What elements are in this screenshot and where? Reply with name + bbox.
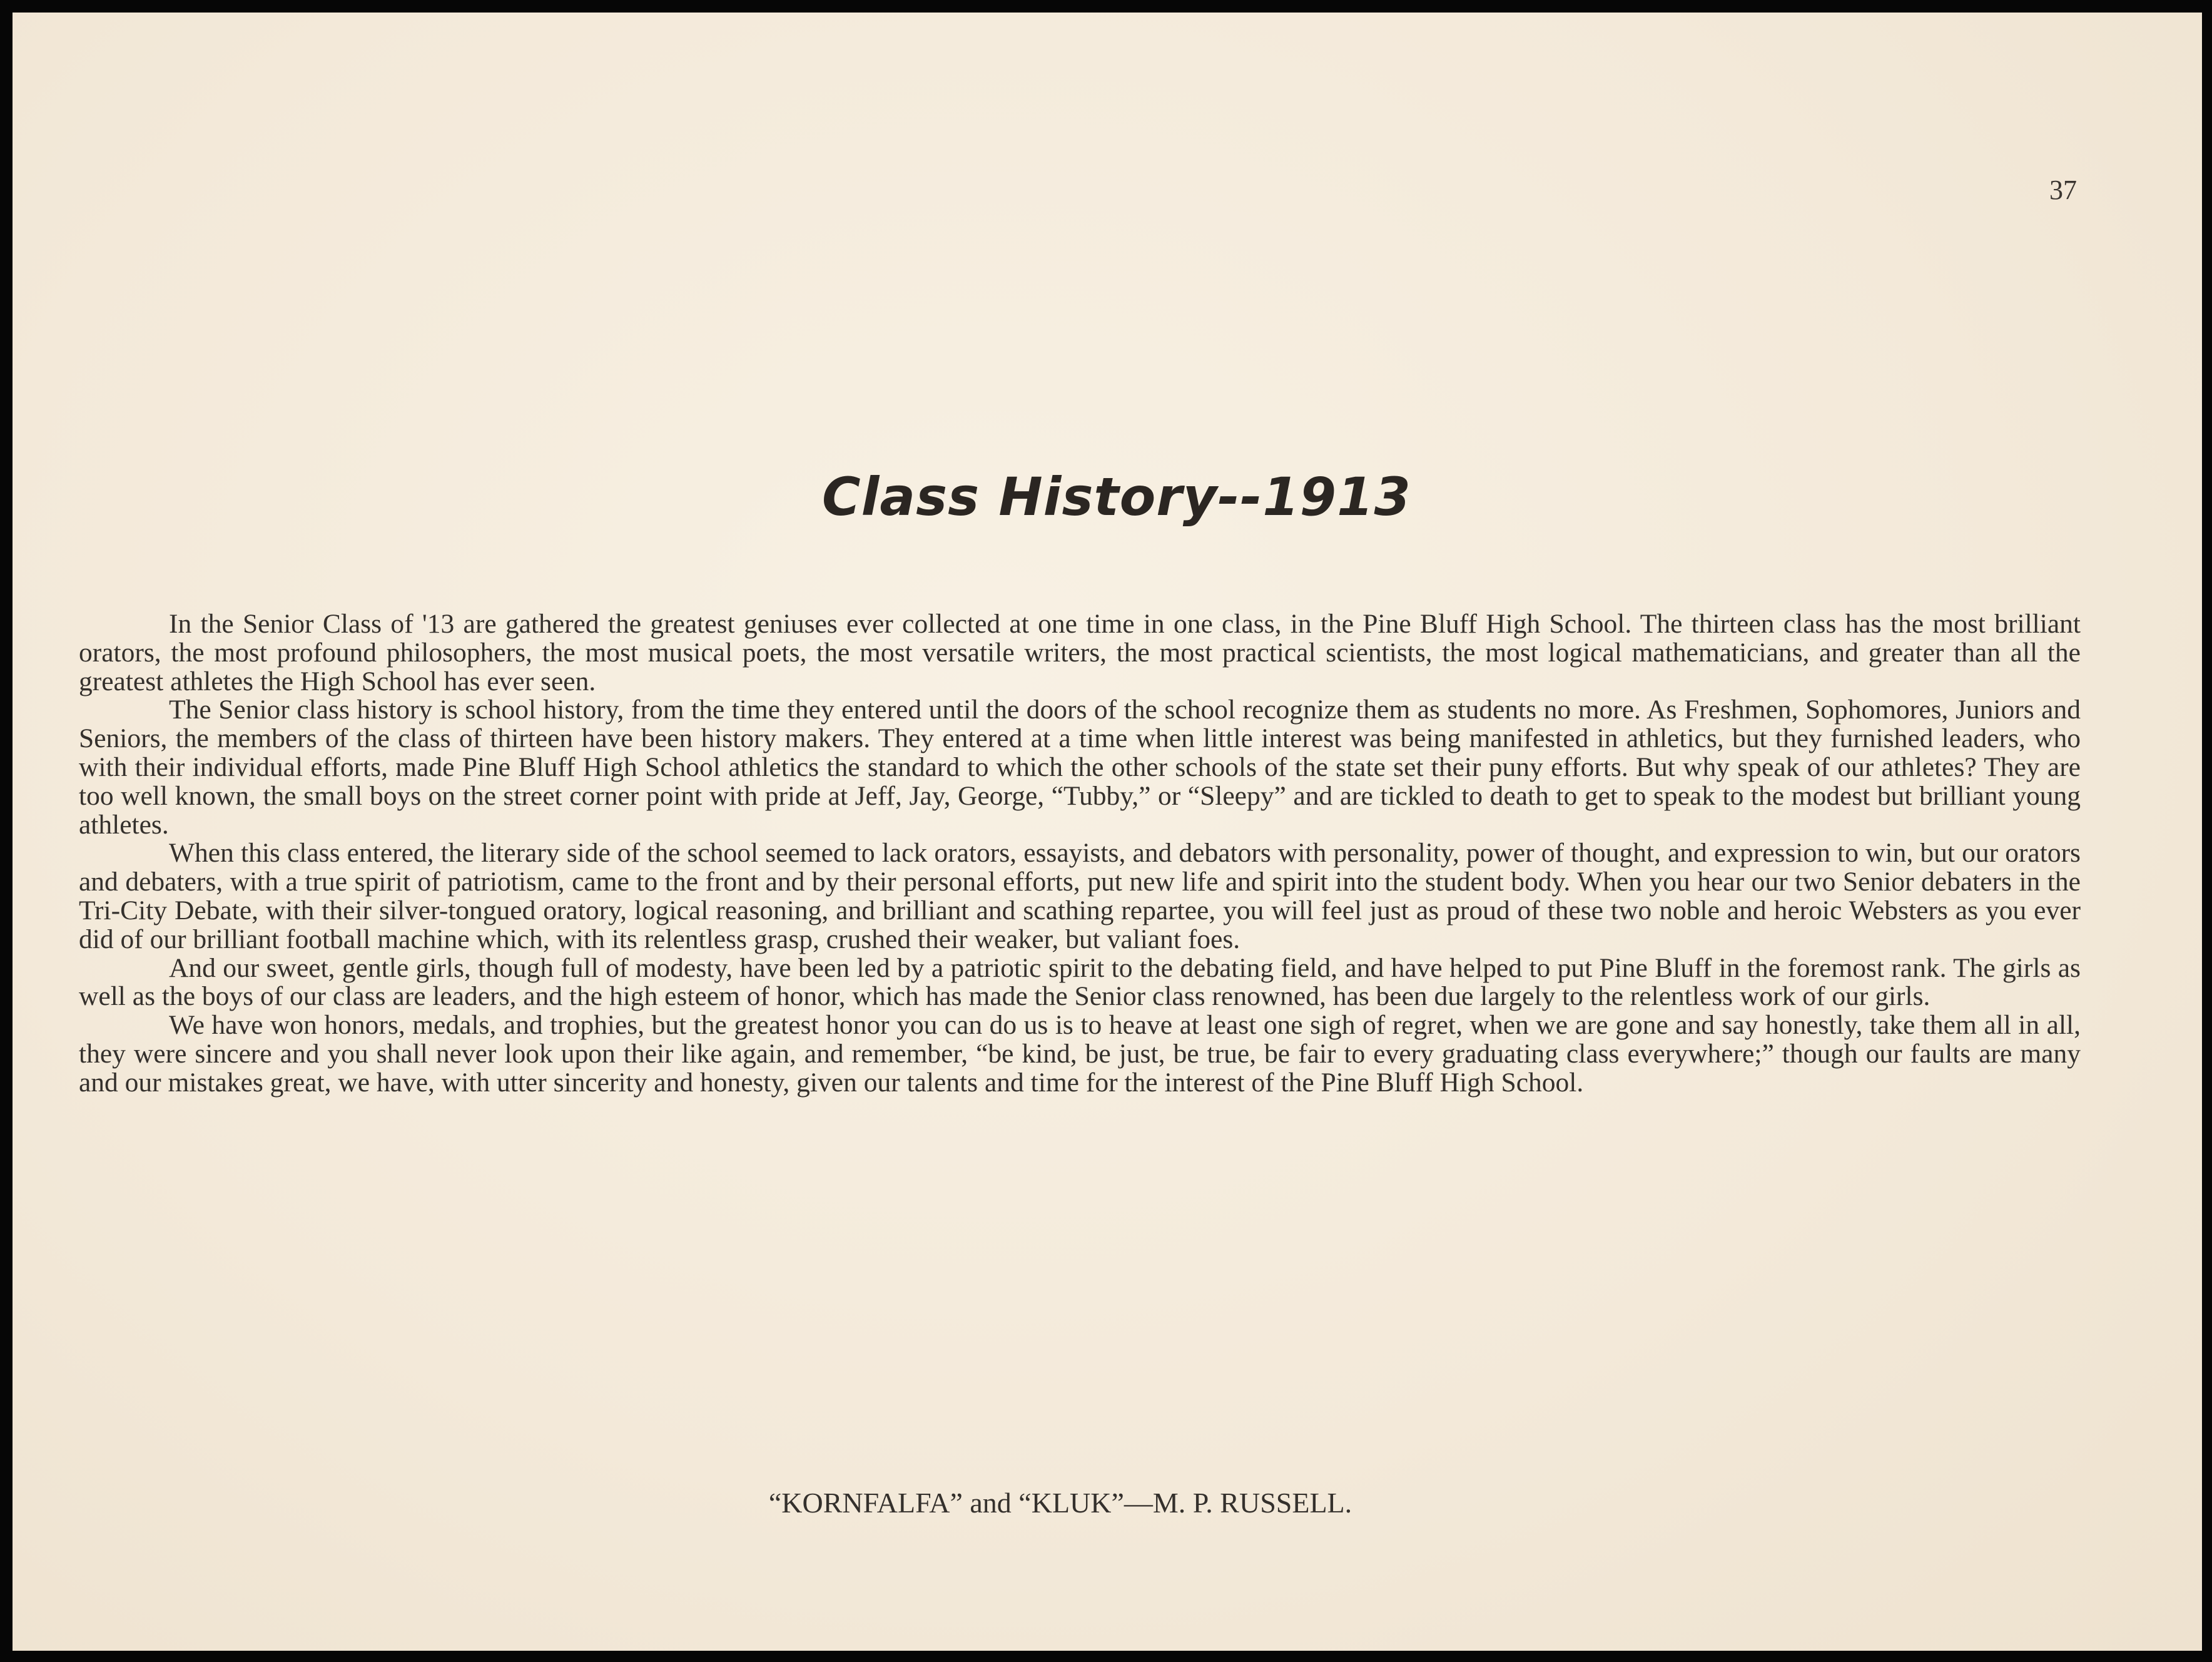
class-history-body	[79, 610, 2081, 1098]
paragraph: In the Senior Class of '13 are gathered the greatest geniuses ever collected at one time in one class, in the Pine Bluff High School. The thirteen class has the most brilliant orators, the most profound philosophers, the most musical poets, the most versatile writers, the most practical scientists, the most logical mathematicians, and greater than all the greatest athletes the High School has ever seen.	[79, 609, 2081, 696]
page-title	[13, 466, 2202, 528]
author-signature	[13, 1486, 2202, 1519]
paragraph: We have won honors, medals, and trophies, but the greatest honor you can do us is to heave at least one sigh of regret, when we are gone and say honestly, take them all in all, they were sincere and you shall never look upon their like again, and remember, “be kind, be just, be true, be fair to every graduating class everywhere;” though our faults are many and our mistakes great, we have, with utter sincerity and honesty, given our talents and time for the interest of the Pine Bluff High School.	[79, 1010, 2081, 1098]
paragraph: The Senior class history is school history, from the time they entered until the doors of the school recognize them as students no more. As Freshmen, Sophomores, Juniors and Seniors, the members of the class of thirteen have been history makers. They entered at a time when little interest was being manifested in athletics, but they furnished leaders, who with their individual efforts, made Pine Bluff High School athletics the standard to which the other schools of the state set their puny efforts. But why speak of our athletes? They are too well known, the small boys on the street corner point with pride at Jeff, Jay, George, “Tubby,” or “Sleepy” and are tickled to death to get to speak to the modest but brilliant young athletes.	[79, 695, 2081, 840]
page-number: 37	[2049, 175, 2077, 205]
paragraph: And our sweet, gentle girls, though full of modesty, have been led by a patriotic spirit to the debating field, and have helped to put Pine Bluff in the foremost rank. The girls as well as the boys of our class are leaders, and the high esteem of honor, which has made the Senior class renowned, has been due largely to the relentless work of our girls.	[79, 952, 2081, 1012]
page-title-text: Class History--1913	[821, 466, 1411, 528]
paragraph: When this class entered, the literary side of the school seemed to lack orators, essayists, and debators with personality, power of thought, and expression to win, but our orators and debaters, with a true spirit of patriotism, came to the front and by their personal efforts, put new life and spirit into the student body. When you hear our two Senior debaters in the Tri-City Debate, with their silver-tongued oratory, logical reasoning, and brilliant and scathing repartee, you will feel just as proud of these two noble and heroic Websters as you ever did of our brilliant football machine which, with its relentless grasp, crushed their weaker, but valiant foes.	[79, 838, 2081, 954]
yearbook-page	[13, 13, 2202, 1651]
author-signature-text: “KORNFALFA” and “KLUK”—M. P. RUSSELL.	[768, 1487, 1352, 1519]
